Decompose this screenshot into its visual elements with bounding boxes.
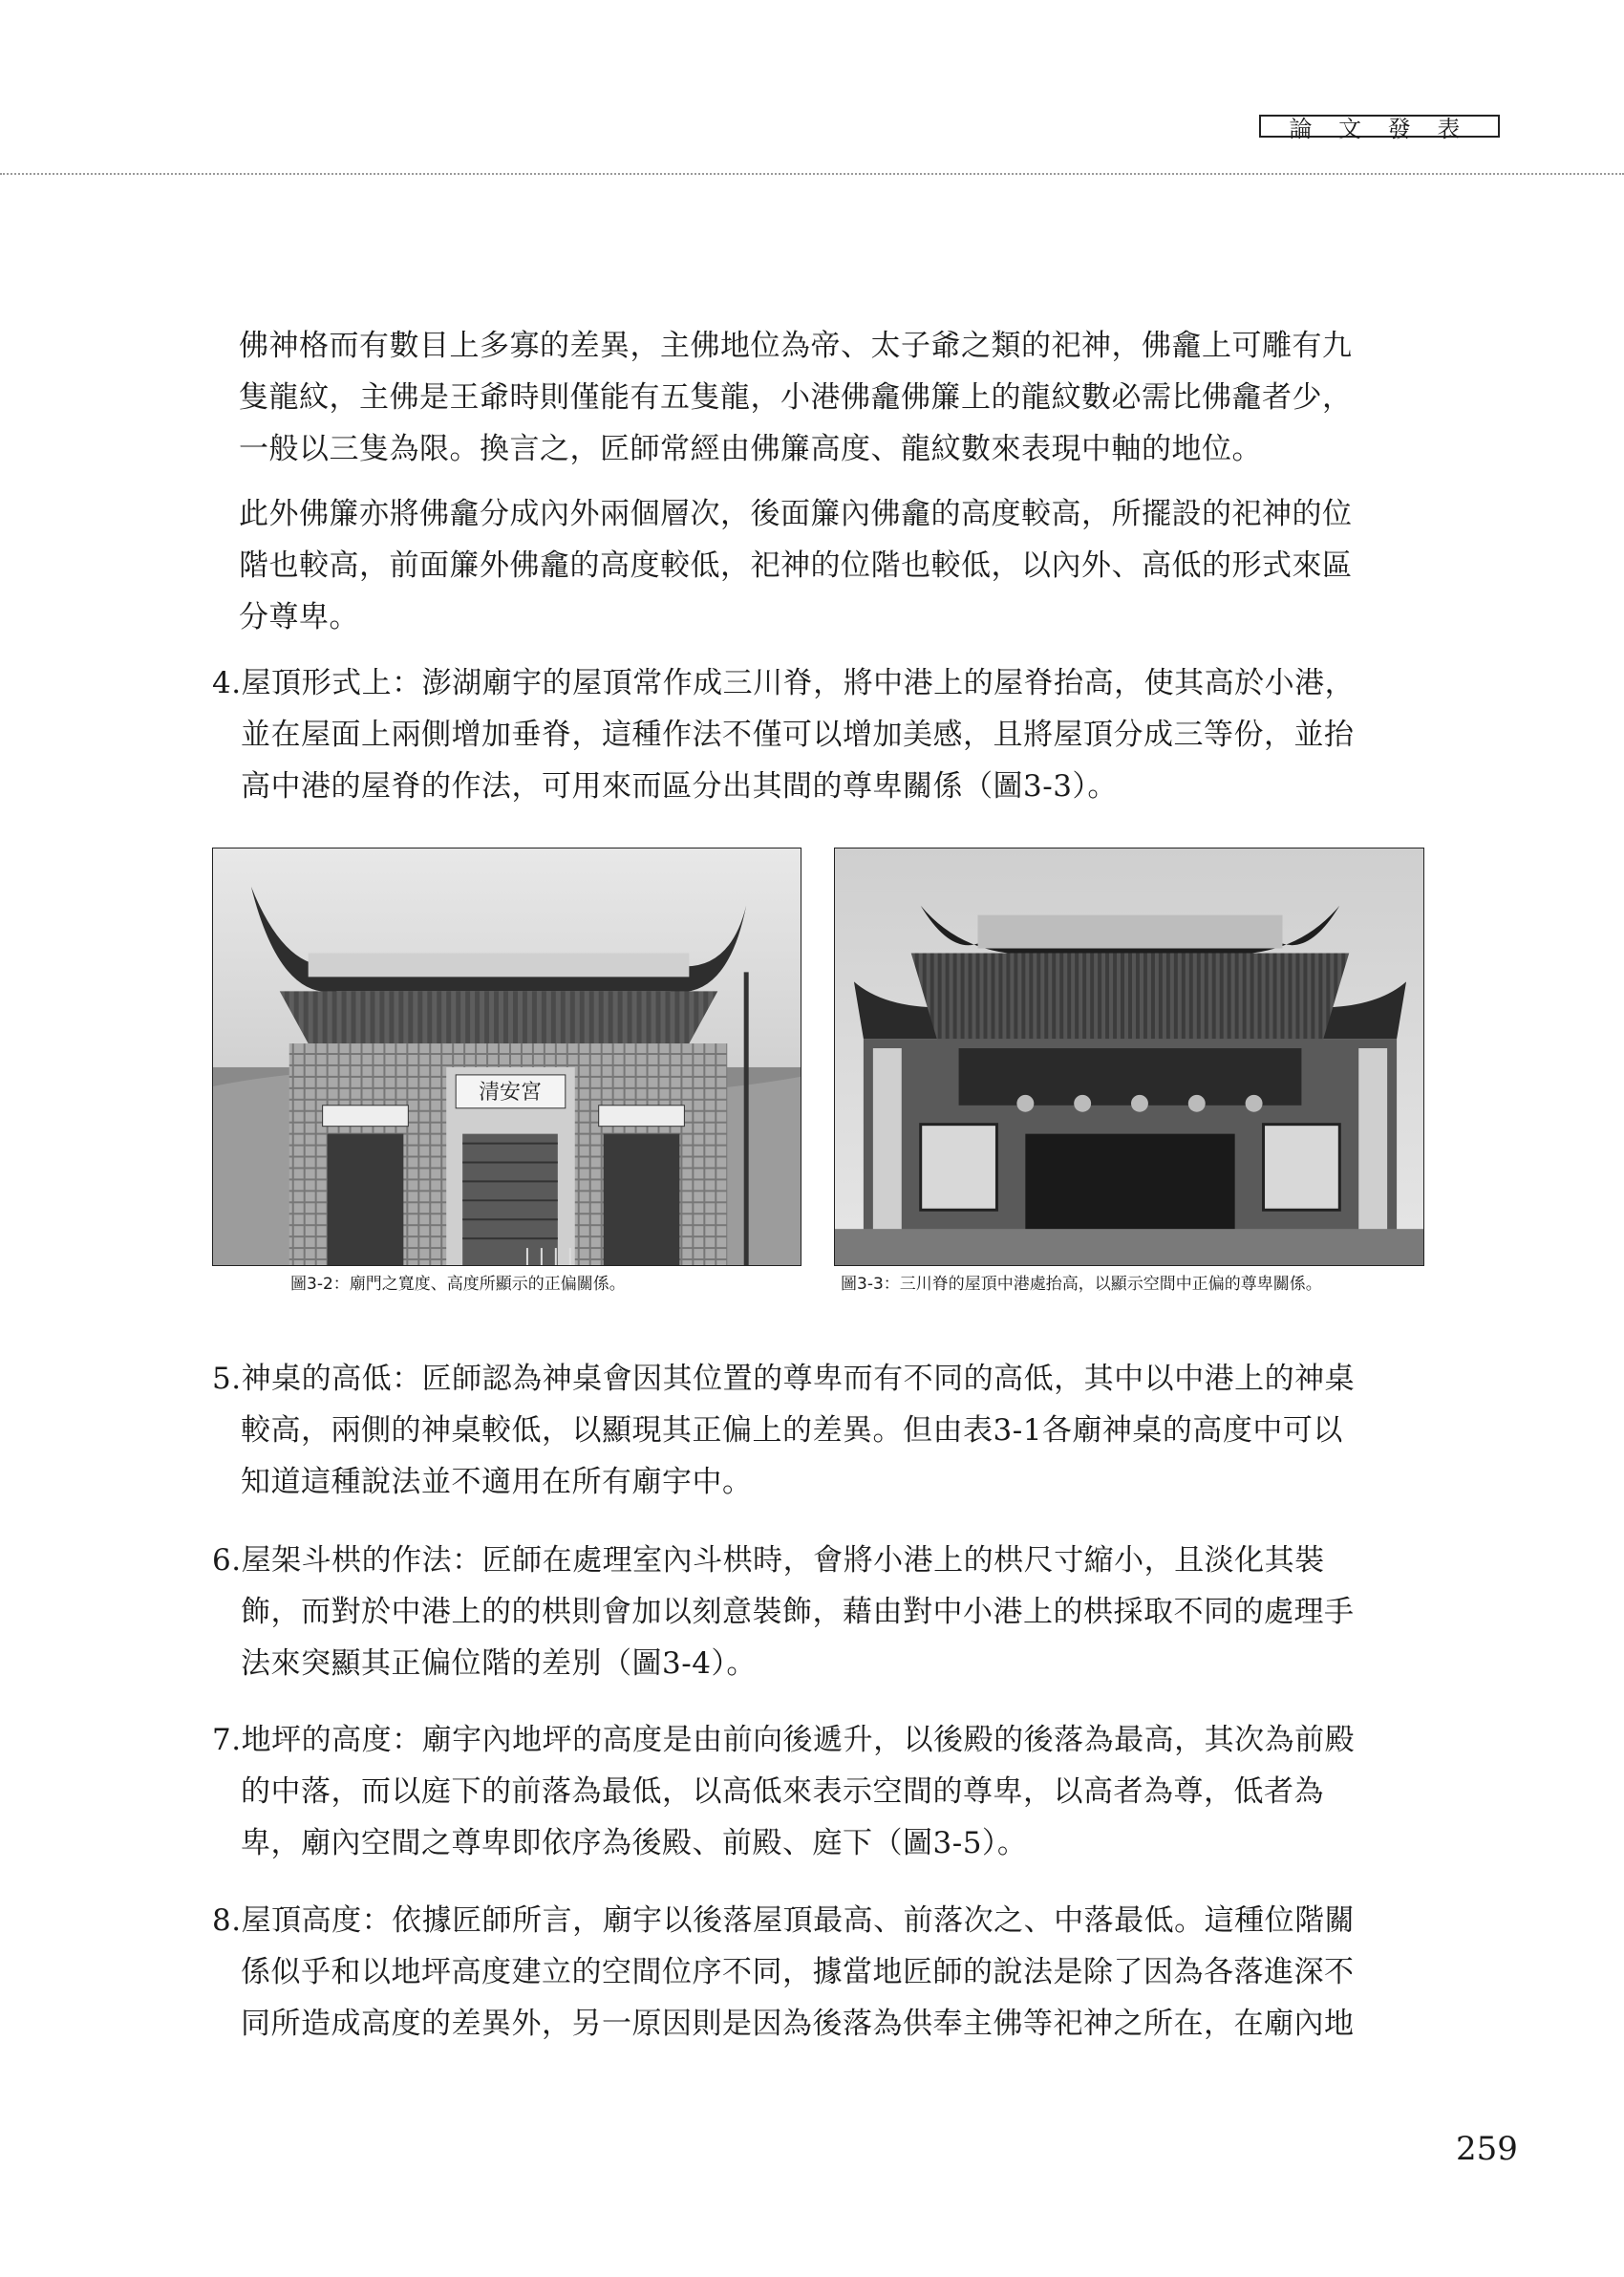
page-number: 259 xyxy=(1456,2130,1518,2168)
list-item-6 xyxy=(212,1535,1397,1689)
text-line: 佛神格而有數目上多寡的差異，主佛地位為帝、太子爺之類的祀神，佛龕上可雕有九 xyxy=(239,329,1353,363)
text-line: 7.地坪的高度：廟宇內地坪的高度是由前向後遞升，以後殿的後落為最高，其次為前殿 xyxy=(212,1723,1356,1757)
figure-3-2-photo xyxy=(212,848,801,1266)
text-line: 係似乎和以地坪高度建立的空間位序不同，據當地匠師的說法是除了因為各落進深不 xyxy=(241,1955,1355,1989)
text-line: 卑，廟內空間之尊卑即依序為後殿、前殿、庭下（圖3-5）。 xyxy=(241,1826,1028,1860)
figure-3-2-caption: 圖3-2：廟門之寬度、高度所顯示的正偏關係。 xyxy=(290,1275,626,1294)
three-river-ridge-illustration xyxy=(835,849,1423,1265)
list-item-8 xyxy=(212,1895,1397,2050)
text-line: 隻龍紋，主佛是王爺時則僅能有五隻龍，小港佛龕佛簾上的龍紋數必需比佛龕者少， xyxy=(239,380,1353,415)
text-line: 4.屋頂形式上：澎湖廟宇的屋頂常作成三川脊，將中港上的屋脊抬高，使其高於小港， xyxy=(212,666,1356,700)
header-divider xyxy=(0,173,1624,175)
paragraph-2 xyxy=(239,488,1423,643)
text-line: 分尊卑。 xyxy=(239,600,359,634)
text-line: 的中落，而以庭下的前落為最低，以高低來表示空間的尊卑，以高者為尊，低者為 xyxy=(241,1774,1324,1809)
list-item-5 xyxy=(212,1353,1397,1508)
temple-gate-illustration xyxy=(213,849,801,1265)
text-line: 5.神桌的高低：匠師認為神桌會因其位置的尊卑而有不同的高低，其中以中港上的神桌 xyxy=(212,1362,1356,1396)
text-line: 一般以三隻為限。換言之，匠師常經由佛簾高度、龍紋數來表現中軸的地位。 xyxy=(239,432,1262,466)
figure-3-3-photo xyxy=(834,848,1424,1266)
text-line: 階也較高，前面簾外佛龕的高度較低，祀神的位階也較低，以內外、高低的形式來區 xyxy=(239,548,1353,583)
list-item-4 xyxy=(212,657,1397,812)
temple-sign-text: 清安宮 xyxy=(479,1080,542,1105)
section-header xyxy=(1259,115,1500,142)
paragraph-1 xyxy=(239,320,1423,475)
text-line: 高中港的屋脊的作法，可用來而區分出其間的尊卑關係（圖3-3）。 xyxy=(241,769,1118,804)
text-line: 此外佛簾亦將佛龕分成內外兩個層次，後面簾內佛龕的高度較高，所擺設的祀神的位 xyxy=(239,497,1353,531)
figure-3-3-caption: 圖3-3：三川脊的屋頂中港處抬高，以顯示空間中正偏的尊卑關係。 xyxy=(841,1275,1322,1294)
section-label: 論 文 發 表 xyxy=(1289,115,1470,142)
text-line: 飾，而對於中港上的的栱則會加以刻意裝飾，藉由對中小港上的栱採取不同的處理手 xyxy=(241,1595,1355,1629)
text-line: 法來突顯其正偏位階的差別（圖3-4）。 xyxy=(241,1646,757,1681)
text-line: 較高，兩側的神桌較低，以顯現其正偏上的差異。但由表3-1各廟神桌的高度中可以 xyxy=(241,1413,1343,1448)
text-line: 6.屋架斗栱的作法：匠師在處理室內斗栱時，會將小港上的栱尺寸縮小，且淡化其裝 xyxy=(212,1543,1325,1578)
text-line: 並在屋面上兩側增加垂脊，這種作法不僅可以增加美感，且將屋頂分成三等份，並抬 xyxy=(241,718,1355,752)
list-item-7 xyxy=(212,1714,1397,1869)
text-line: 8.屋頂高度：依據匠師所言，廟宇以後落屋頂最高、前落次之、中落最低。這種位階關 xyxy=(212,1903,1356,1938)
text-line: 同所造成高度的差異外，另一原因則是因為後落為供奉主佛等祀神之所在，在廟內地 xyxy=(241,2007,1355,2041)
text-line: 知道這種說法並不適用在所有廟宇中。 xyxy=(241,1465,753,1499)
